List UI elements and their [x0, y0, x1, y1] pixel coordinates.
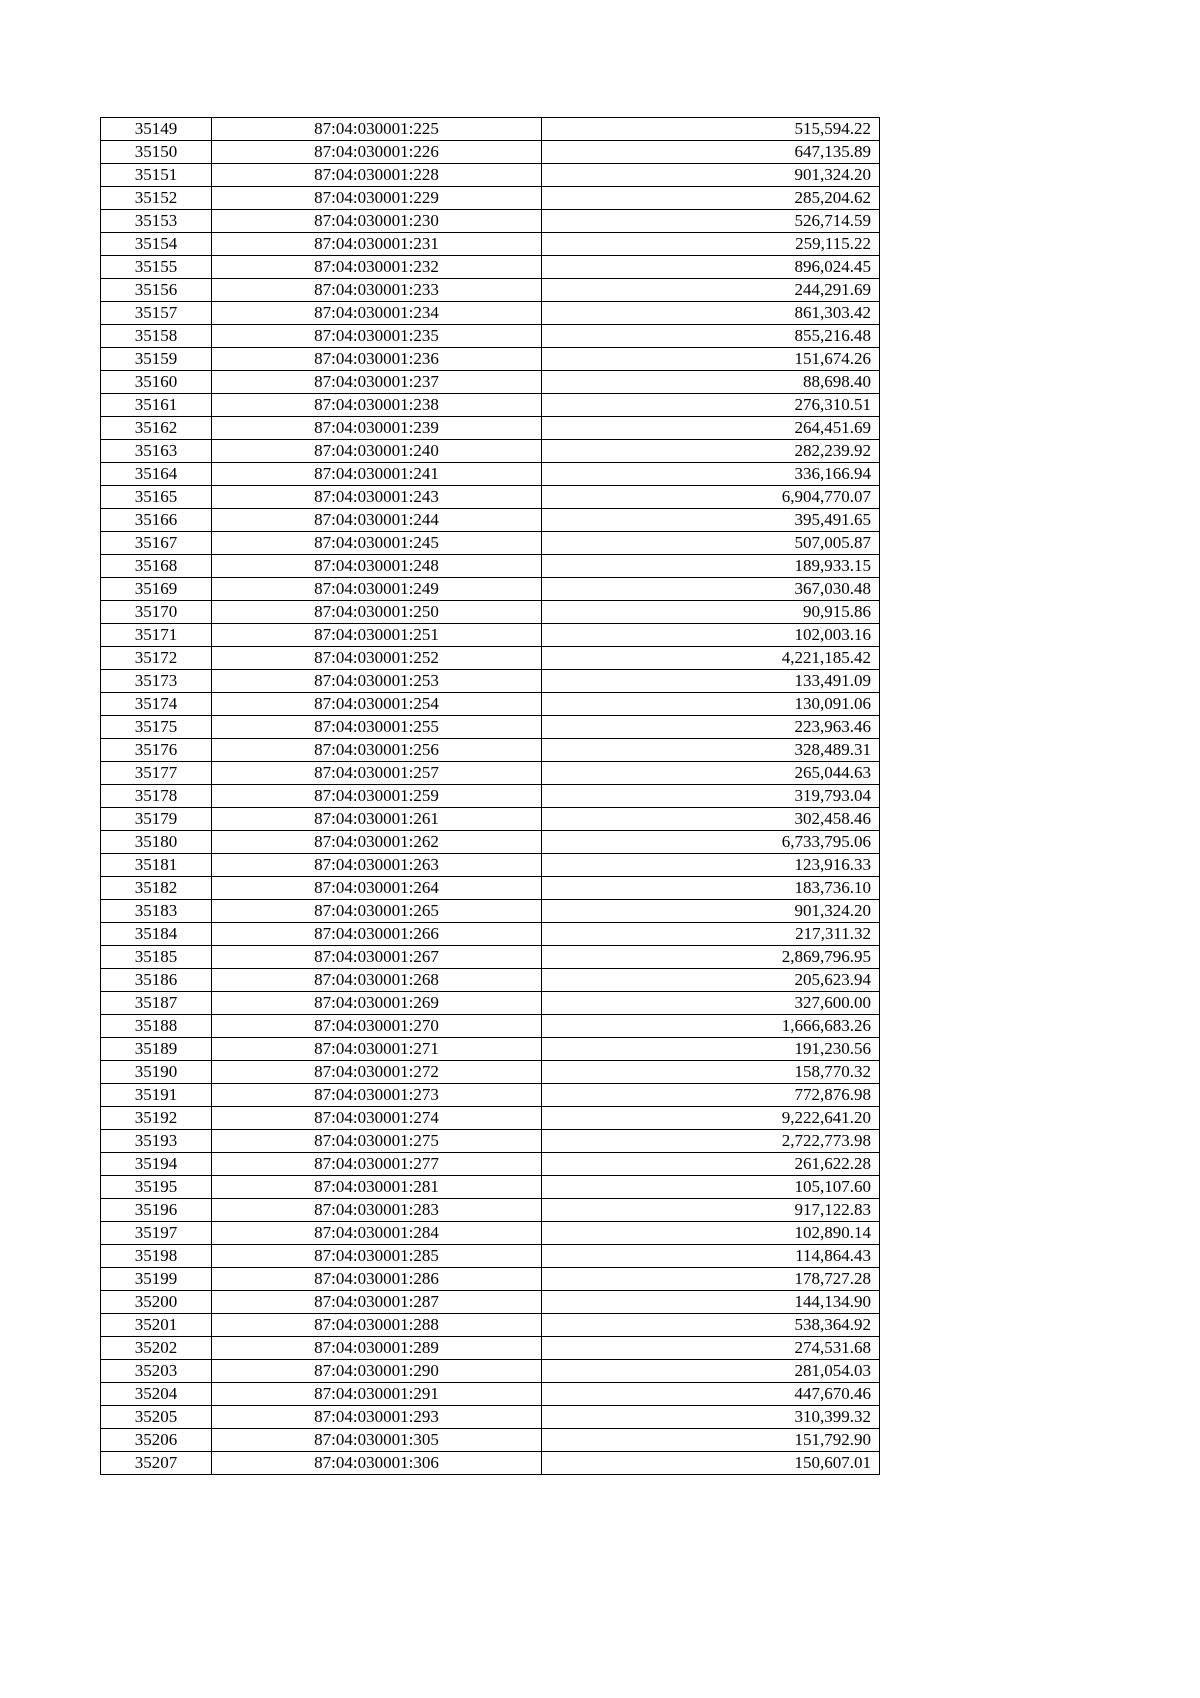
cadastral-number-cell: 87:04:030001:286 [212, 1268, 542, 1291]
table-row [101, 394, 880, 417]
table-row [101, 233, 880, 256]
table-row [101, 601, 880, 624]
row-number-cell: 35166 [101, 509, 212, 532]
value-cell: 150,607.01 [542, 1452, 880, 1475]
value-cell: 310,399.32 [542, 1406, 880, 1429]
row-number-cell: 35201 [101, 1314, 212, 1337]
table-row [101, 1245, 880, 1268]
cadastral-number-cell: 87:04:030001:266 [212, 923, 542, 946]
value-cell: 259,115.22 [542, 233, 880, 256]
table-row [101, 647, 880, 670]
table-row [101, 578, 880, 601]
value-cell: 151,792.90 [542, 1429, 880, 1452]
row-number-cell: 35175 [101, 716, 212, 739]
table-row [101, 1061, 880, 1084]
cadastral-number-cell: 87:04:030001:265 [212, 900, 542, 923]
value-cell: 90,915.86 [542, 601, 880, 624]
row-number-cell: 35179 [101, 808, 212, 831]
cadastral-number-cell: 87:04:030001:262 [212, 831, 542, 854]
value-cell: 130,091.06 [542, 693, 880, 716]
value-cell: 223,963.46 [542, 716, 880, 739]
table-row [101, 1360, 880, 1383]
table-row [101, 1268, 880, 1291]
row-number-cell: 35153 [101, 210, 212, 233]
value-cell: 151,674.26 [542, 348, 880, 371]
row-number-cell: 35161 [101, 394, 212, 417]
row-number-cell: 35152 [101, 187, 212, 210]
value-cell: 285,204.62 [542, 187, 880, 210]
cadastral-number-cell: 87:04:030001:226 [212, 141, 542, 164]
row-number-cell: 35157 [101, 302, 212, 325]
value-cell: 4,221,185.42 [542, 647, 880, 670]
row-number-cell: 35183 [101, 900, 212, 923]
row-number-cell: 35193 [101, 1130, 212, 1153]
cadastral-number-cell: 87:04:030001:239 [212, 417, 542, 440]
row-number-cell: 35155 [101, 256, 212, 279]
table-row [101, 187, 880, 210]
cadastral-number-cell: 87:04:030001:275 [212, 1130, 542, 1153]
cadastral-number-cell: 87:04:030001:277 [212, 1153, 542, 1176]
value-cell: 123,916.33 [542, 854, 880, 877]
cadastral-number-cell: 87:04:030001:289 [212, 1337, 542, 1360]
table-row [101, 118, 880, 141]
table-row [101, 1452, 880, 1475]
row-number-cell: 35164 [101, 463, 212, 486]
value-cell: 6,733,795.06 [542, 831, 880, 854]
value-cell: 302,458.46 [542, 808, 880, 831]
value-cell: 102,003.16 [542, 624, 880, 647]
value-cell: 917,122.83 [542, 1199, 880, 1222]
value-cell: 647,135.89 [542, 141, 880, 164]
value-cell: 264,451.69 [542, 417, 880, 440]
table-row [101, 739, 880, 762]
cadastral-number-cell: 87:04:030001:285 [212, 1245, 542, 1268]
row-number-cell: 35174 [101, 693, 212, 716]
table-row [101, 992, 880, 1015]
cadastral-number-cell: 87:04:030001:271 [212, 1038, 542, 1061]
cadastral-number-cell: 87:04:030001:255 [212, 716, 542, 739]
cadastral-number-cell: 87:04:030001:250 [212, 601, 542, 624]
value-cell: 395,491.65 [542, 509, 880, 532]
table-row [101, 1337, 880, 1360]
row-number-cell: 35189 [101, 1038, 212, 1061]
cadastral-number-cell: 87:04:030001:241 [212, 463, 542, 486]
cadastral-number-cell: 87:04:030001:243 [212, 486, 542, 509]
cadastral-number-cell: 87:04:030001:232 [212, 256, 542, 279]
table-row [101, 624, 880, 647]
table-row [101, 325, 880, 348]
cadastral-number-cell: 87:04:030001:281 [212, 1176, 542, 1199]
cadastral-number-cell: 87:04:030001:236 [212, 348, 542, 371]
value-cell: 102,890.14 [542, 1222, 880, 1245]
table-row [101, 1015, 880, 1038]
cadastral-number-cell: 87:04:030001:261 [212, 808, 542, 831]
cadastral-number-cell: 87:04:030001:288 [212, 1314, 542, 1337]
row-number-cell: 35202 [101, 1337, 212, 1360]
value-cell: 205,623.94 [542, 969, 880, 992]
value-cell: 88,698.40 [542, 371, 880, 394]
row-number-cell: 35205 [101, 1406, 212, 1429]
row-number-cell: 35178 [101, 785, 212, 808]
table-row [101, 1222, 880, 1245]
row-number-cell: 35194 [101, 1153, 212, 1176]
row-number-cell: 35197 [101, 1222, 212, 1245]
cadastral-number-cell: 87:04:030001:237 [212, 371, 542, 394]
value-cell: 178,727.28 [542, 1268, 880, 1291]
cadastral-number-cell: 87:04:030001:235 [212, 325, 542, 348]
table-row [101, 440, 880, 463]
row-number-cell: 35186 [101, 969, 212, 992]
value-cell: 772,876.98 [542, 1084, 880, 1107]
row-number-cell: 35172 [101, 647, 212, 670]
table-body [101, 118, 880, 1475]
row-number-cell: 35187 [101, 992, 212, 1015]
table-row [101, 1107, 880, 1130]
value-cell: 217,311.32 [542, 923, 880, 946]
table-row [101, 486, 880, 509]
table-row [101, 1153, 880, 1176]
table-row [101, 1429, 880, 1452]
table-row [101, 670, 880, 693]
value-cell: 189,933.15 [542, 555, 880, 578]
value-cell: 265,044.63 [542, 762, 880, 785]
table-row [101, 1130, 880, 1153]
row-number-cell: 35154 [101, 233, 212, 256]
table-row [101, 509, 880, 532]
cadastral-number-cell: 87:04:030001:251 [212, 624, 542, 647]
cadastral-number-cell: 87:04:030001:228 [212, 164, 542, 187]
table-row [101, 1291, 880, 1314]
table-row [101, 463, 880, 486]
value-cell: 327,600.00 [542, 992, 880, 1015]
cadastral-number-cell: 87:04:030001:245 [212, 532, 542, 555]
cadastral-number-cell: 87:04:030001:263 [212, 854, 542, 877]
value-cell: 901,324.20 [542, 164, 880, 187]
table-row [101, 785, 880, 808]
table-row [101, 762, 880, 785]
table-row [101, 555, 880, 578]
cadastral-number-cell: 87:04:030001:240 [212, 440, 542, 463]
cadastral-number-cell: 87:04:030001:254 [212, 693, 542, 716]
row-number-cell: 35150 [101, 141, 212, 164]
value-cell: 191,230.56 [542, 1038, 880, 1061]
value-cell: 281,054.03 [542, 1360, 880, 1383]
table-row [101, 854, 880, 877]
table-row [101, 1314, 880, 1337]
row-number-cell: 35165 [101, 486, 212, 509]
table-row [101, 532, 880, 555]
table-row [101, 831, 880, 854]
cadastral-number-cell: 87:04:030001:234 [212, 302, 542, 325]
row-number-cell: 35160 [101, 371, 212, 394]
value-cell: 328,489.31 [542, 739, 880, 762]
cadastral-value-table [100, 117, 880, 1475]
row-number-cell: 35182 [101, 877, 212, 900]
value-cell: 855,216.48 [542, 325, 880, 348]
row-number-cell: 35192 [101, 1107, 212, 1130]
value-cell: 2,869,796.95 [542, 946, 880, 969]
row-number-cell: 35191 [101, 1084, 212, 1107]
row-number-cell: 35207 [101, 1452, 212, 1475]
table-row [101, 210, 880, 233]
row-number-cell: 35181 [101, 854, 212, 877]
value-cell: 133,491.09 [542, 670, 880, 693]
cadastral-number-cell: 87:04:030001:238 [212, 394, 542, 417]
cadastral-number-cell: 87:04:030001:293 [212, 1406, 542, 1429]
row-number-cell: 35169 [101, 578, 212, 601]
cadastral-number-cell: 87:04:030001:249 [212, 578, 542, 601]
table-row [101, 1038, 880, 1061]
value-cell: 336,166.94 [542, 463, 880, 486]
table-row [101, 1406, 880, 1429]
cadastral-number-cell: 87:04:030001:257 [212, 762, 542, 785]
value-cell: 507,005.87 [542, 532, 880, 555]
row-number-cell: 35158 [101, 325, 212, 348]
row-number-cell: 35149 [101, 118, 212, 141]
cadastral-number-cell: 87:04:030001:252 [212, 647, 542, 670]
table-row [101, 371, 880, 394]
value-cell: 319,793.04 [542, 785, 880, 808]
table-row [101, 946, 880, 969]
table-row [101, 969, 880, 992]
cadastral-number-cell: 87:04:030001:272 [212, 1061, 542, 1084]
row-number-cell: 35200 [101, 1291, 212, 1314]
table-row [101, 164, 880, 187]
cadastral-number-cell: 87:04:030001:273 [212, 1084, 542, 1107]
row-number-cell: 35167 [101, 532, 212, 555]
row-number-cell: 35180 [101, 831, 212, 854]
cadastral-number-cell: 87:04:030001:244 [212, 509, 542, 532]
cadastral-number-cell: 87:04:030001:233 [212, 279, 542, 302]
row-number-cell: 35159 [101, 348, 212, 371]
row-number-cell: 35171 [101, 624, 212, 647]
value-cell: 261,622.28 [542, 1153, 880, 1176]
cadastral-number-cell: 87:04:030001:268 [212, 969, 542, 992]
value-cell: 144,134.90 [542, 1291, 880, 1314]
cadastral-number-cell: 87:04:030001:267 [212, 946, 542, 969]
row-number-cell: 35168 [101, 555, 212, 578]
value-cell: 183,736.10 [542, 877, 880, 900]
row-number-cell: 35204 [101, 1383, 212, 1406]
value-cell: 6,904,770.07 [542, 486, 880, 509]
cadastral-number-cell: 87:04:030001:269 [212, 992, 542, 1015]
table-row [101, 417, 880, 440]
cadastral-number-cell: 87:04:030001:256 [212, 739, 542, 762]
cadastral-number-cell: 87:04:030001:306 [212, 1452, 542, 1475]
value-cell: 447,670.46 [542, 1383, 880, 1406]
cadastral-number-cell: 87:04:030001:259 [212, 785, 542, 808]
row-number-cell: 35162 [101, 417, 212, 440]
row-number-cell: 35199 [101, 1268, 212, 1291]
value-cell: 861,303.42 [542, 302, 880, 325]
cadastral-number-cell: 87:04:030001:274 [212, 1107, 542, 1130]
row-number-cell: 35195 [101, 1176, 212, 1199]
value-cell: 105,107.60 [542, 1176, 880, 1199]
cadastral-number-cell: 87:04:030001:290 [212, 1360, 542, 1383]
value-cell: 901,324.20 [542, 900, 880, 923]
row-number-cell: 35188 [101, 1015, 212, 1038]
row-number-cell: 35198 [101, 1245, 212, 1268]
value-cell: 1,666,683.26 [542, 1015, 880, 1038]
value-cell: 274,531.68 [542, 1337, 880, 1360]
row-number-cell: 35190 [101, 1061, 212, 1084]
cadastral-number-cell: 87:04:030001:231 [212, 233, 542, 256]
table-row [101, 1199, 880, 1222]
table-row [101, 256, 880, 279]
cadastral-number-cell: 87:04:030001:305 [212, 1429, 542, 1452]
cadastral-number-cell: 87:04:030001:248 [212, 555, 542, 578]
value-cell: 896,024.45 [542, 256, 880, 279]
table-row [101, 923, 880, 946]
cadastral-number-cell: 87:04:030001:283 [212, 1199, 542, 1222]
value-cell: 538,364.92 [542, 1314, 880, 1337]
table-row [101, 693, 880, 716]
table-row [101, 1176, 880, 1199]
row-number-cell: 35177 [101, 762, 212, 785]
table-row [101, 1383, 880, 1406]
cadastral-number-cell: 87:04:030001:291 [212, 1383, 542, 1406]
table-row [101, 900, 880, 923]
table-row [101, 279, 880, 302]
row-number-cell: 35173 [101, 670, 212, 693]
row-number-cell: 35176 [101, 739, 212, 762]
table-row [101, 302, 880, 325]
row-number-cell: 35184 [101, 923, 212, 946]
value-cell: 367,030.48 [542, 578, 880, 601]
table-row [101, 141, 880, 164]
row-number-cell: 35156 [101, 279, 212, 302]
value-cell: 158,770.32 [542, 1061, 880, 1084]
table-row [101, 877, 880, 900]
value-cell: 114,864.43 [542, 1245, 880, 1268]
row-number-cell: 35170 [101, 601, 212, 624]
cadastral-number-cell: 87:04:030001:253 [212, 670, 542, 693]
cadastral-number-cell: 87:04:030001:287 [212, 1291, 542, 1314]
row-number-cell: 35206 [101, 1429, 212, 1452]
value-cell: 2,722,773.98 [542, 1130, 880, 1153]
table-row [101, 808, 880, 831]
cadastral-number-cell: 87:04:030001:229 [212, 187, 542, 210]
cadastral-number-cell: 87:04:030001:270 [212, 1015, 542, 1038]
row-number-cell: 35196 [101, 1199, 212, 1222]
table-row [101, 716, 880, 739]
cadastral-number-cell: 87:04:030001:225 [212, 118, 542, 141]
row-number-cell: 35185 [101, 946, 212, 969]
row-number-cell: 35151 [101, 164, 212, 187]
value-cell: 282,239.92 [542, 440, 880, 463]
value-cell: 276,310.51 [542, 394, 880, 417]
value-cell: 526,714.59 [542, 210, 880, 233]
value-cell: 515,594.22 [542, 118, 880, 141]
row-number-cell: 35203 [101, 1360, 212, 1383]
row-number-cell: 35163 [101, 440, 212, 463]
value-cell: 9,222,641.20 [542, 1107, 880, 1130]
value-cell: 244,291.69 [542, 279, 880, 302]
cadastral-number-cell: 87:04:030001:230 [212, 210, 542, 233]
table-row [101, 348, 880, 371]
cadastral-number-cell: 87:04:030001:264 [212, 877, 542, 900]
table-row [101, 1084, 880, 1107]
cadastral-number-cell: 87:04:030001:284 [212, 1222, 542, 1245]
